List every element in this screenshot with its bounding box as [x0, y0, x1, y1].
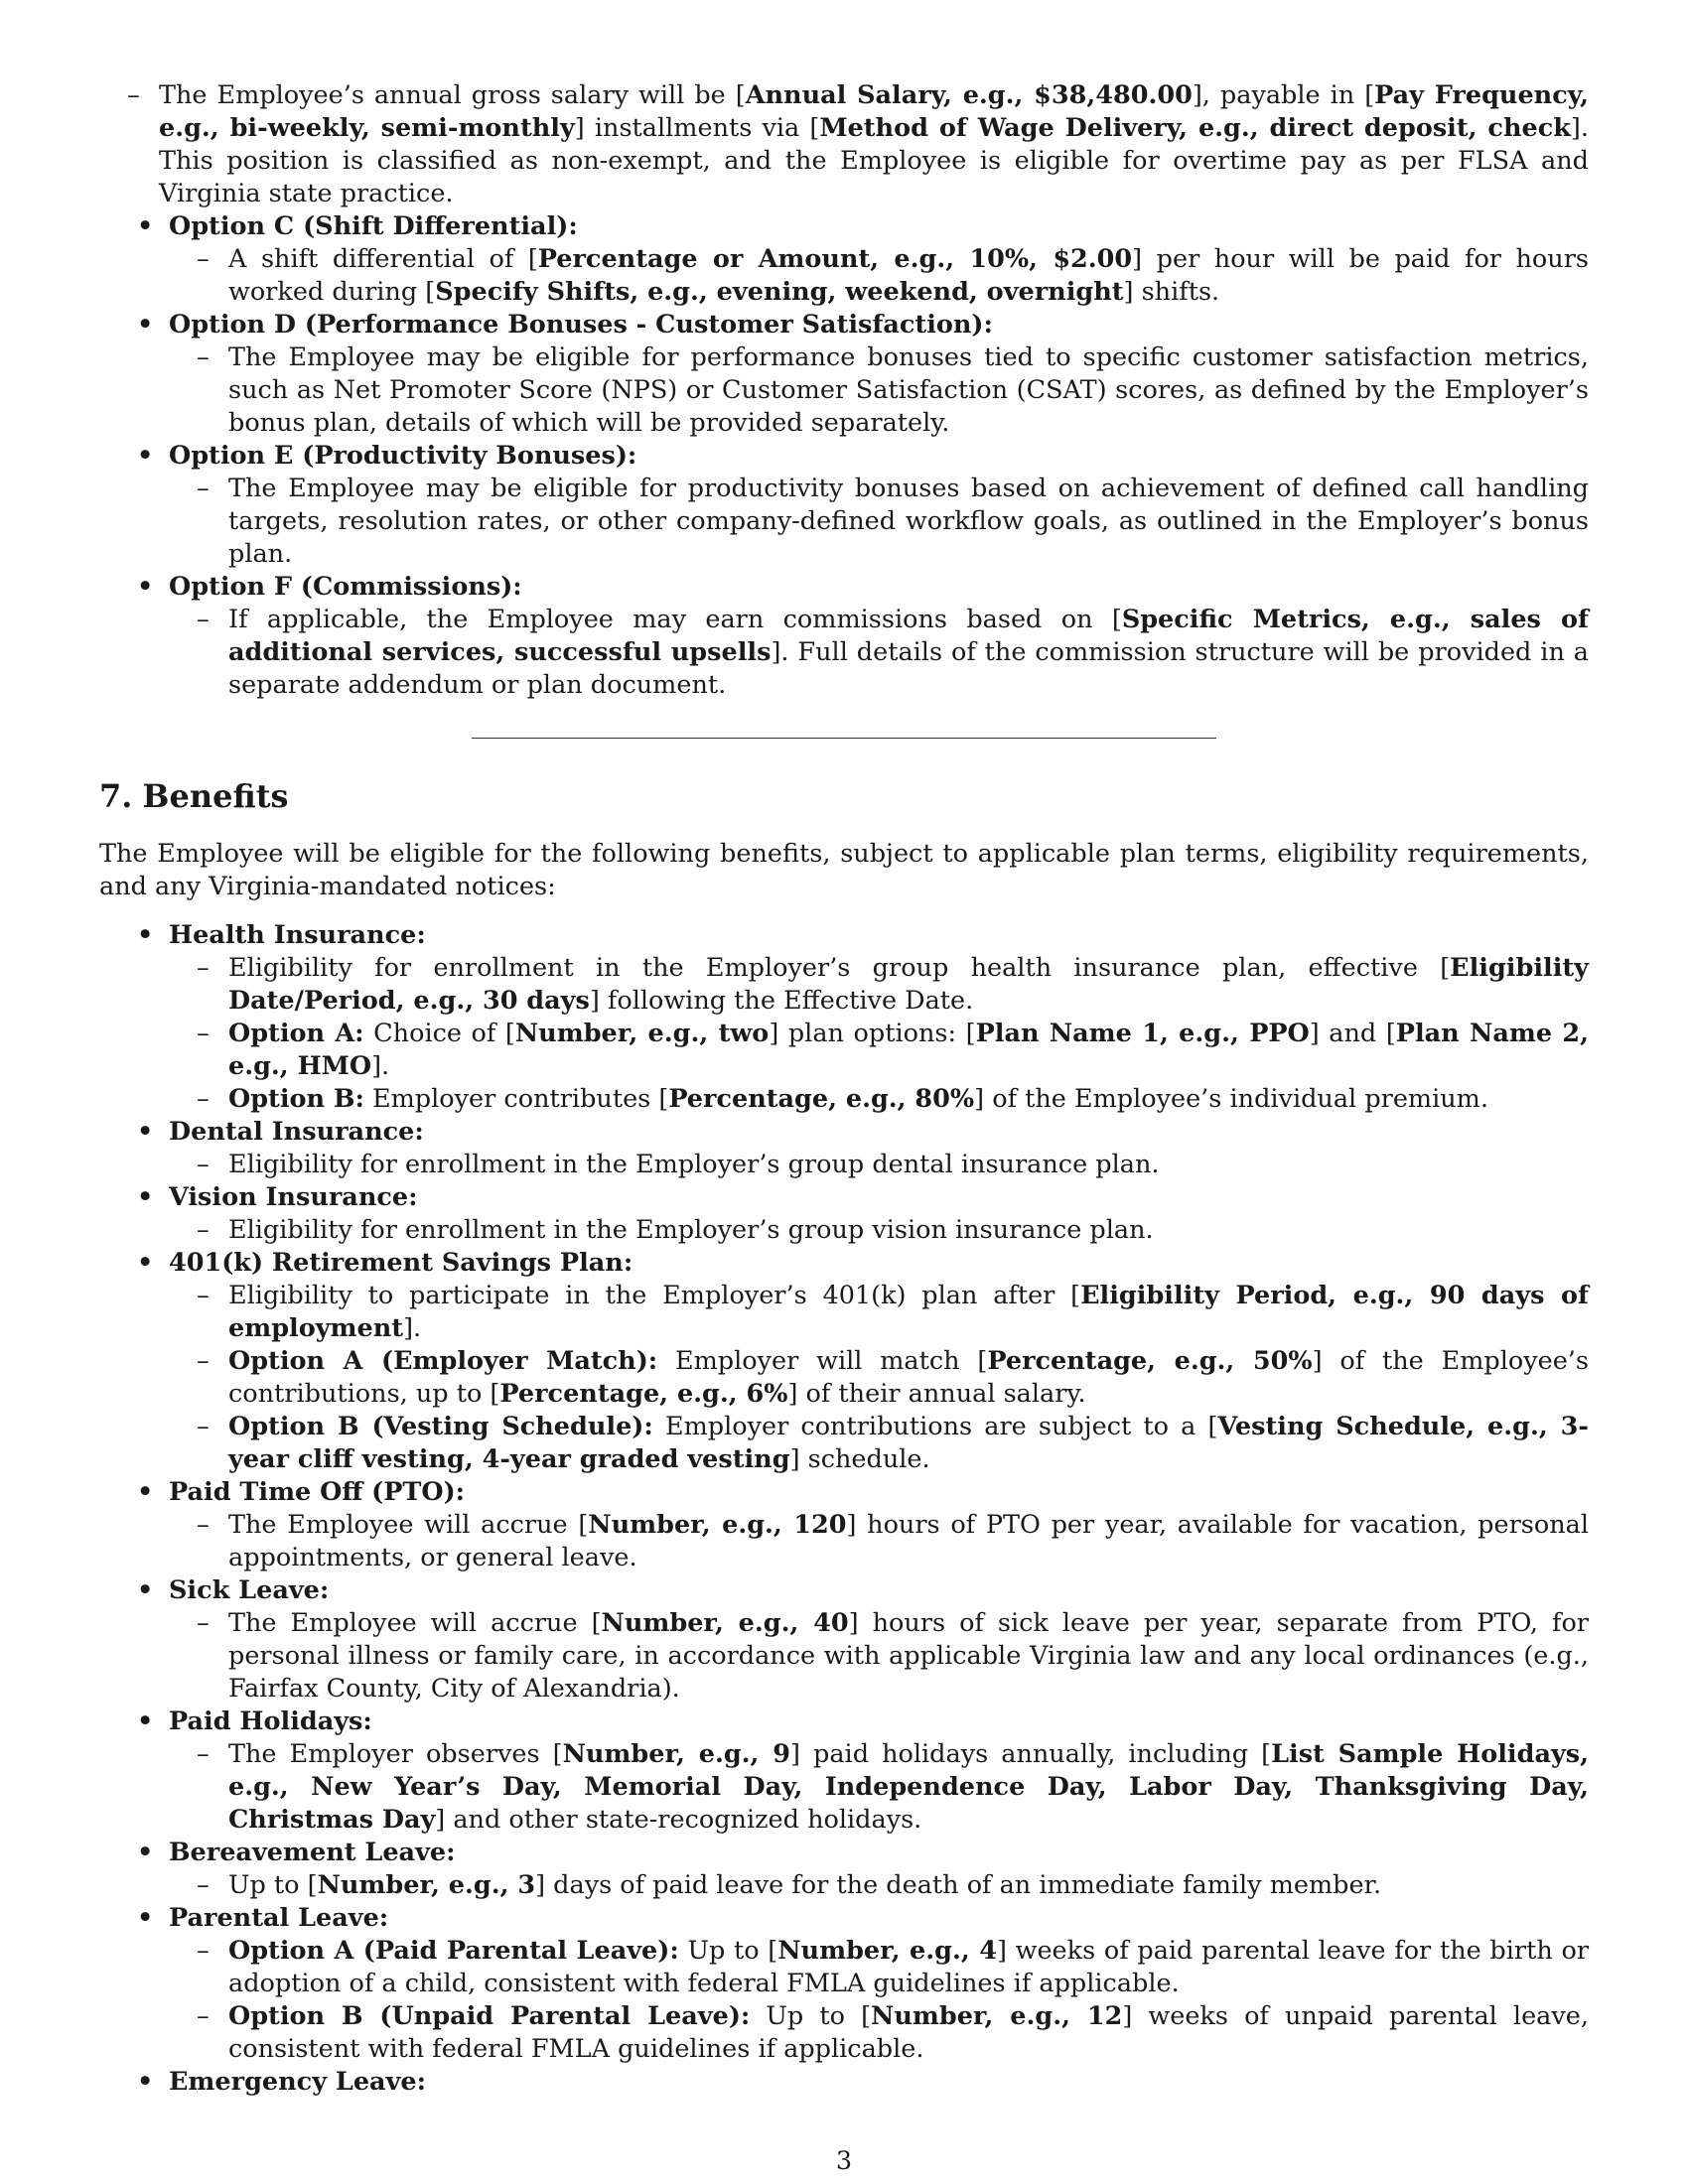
benefit-detail: [169, 1738, 1589, 1837]
benefit-detail: [169, 1280, 1589, 1345]
placeholder: Specific Metrics, e.g., sales of additional services, successful upsells: [228, 605, 1590, 667]
text: Eligibility for enrollment in the Employer’s group health insurance plan, effective [: [228, 953, 1451, 983]
option-label: Option A (Paid Parental Leave):: [228, 1936, 679, 1966]
bullet-marker: •: [137, 310, 154, 340]
salary-sub-list: [99, 79, 1589, 210]
text: The Employee may be eligible for productivity bonuses based on achievement of defined call handling targets, resolution rates, or other company-defined workflow goals, as outlined in the Employer’s bonus plan.: [228, 474, 1589, 569]
salary-item: [99, 79, 1589, 210]
bullet-marker: •: [137, 1903, 154, 1933]
benefits-intro: The Employee will be eligible for the following benefits, subject to applicable plan terms, eligibility requirements, and any Virginia-mandated notices:: [99, 839, 1589, 901]
compensation-options-list: [99, 210, 1589, 702]
benefit-detail: [169, 1509, 1589, 1574]
text: ], payable in [: [1192, 80, 1375, 110]
text: A shift differential of [: [228, 244, 538, 274]
benefit-sub-list: [169, 952, 1589, 1116]
placeholder: Plan Name 2, e.g., HMO: [228, 1019, 1590, 1081]
benefit-vision-insurance: [99, 1181, 1589, 1247]
dash-marker: –: [197, 2001, 210, 2031]
text: Up to [: [750, 2001, 872, 2031]
text: Eligibility for enrollment in the Employer’s group vision insurance plan.: [228, 1215, 1154, 1245]
benefit-detail: [169, 952, 1589, 1018]
text: ] plan options: [: [769, 1019, 976, 1048]
benefit-title: Health Insurance:: [169, 920, 426, 950]
text: ]. Full details of the commission structure will be provided in a separate addendum or plan document.: [228, 637, 1589, 700]
placeholder-annual-salary: Annual Salary, e.g., $38,480.00: [745, 80, 1193, 110]
dash-marker: –: [197, 1936, 210, 1966]
benefit-detail: [169, 1214, 1589, 1247]
option-sub-list: [169, 604, 1589, 702]
option-title: Option F (Commissions):: [169, 572, 522, 602]
benefit-sub-list: [169, 1214, 1589, 1247]
section-number: 7.: [99, 777, 133, 815]
bullet-marker: •: [137, 920, 154, 950]
option-label: Option B (Unpaid Parental Leave):: [228, 2001, 751, 2031]
placeholder: Plan Name 1, e.g., PPO: [975, 1019, 1310, 1048]
benefit-title: Bereavement Leave:: [169, 1838, 456, 1867]
option-title: Option C (Shift Differential):: [169, 211, 578, 241]
text: If applicable, the Employee may earn commissions based on [: [228, 605, 1122, 634]
text: Employer will match [: [657, 1346, 988, 1376]
placeholder: Number, e.g., 120: [588, 1510, 847, 1540]
benefit-pto: [99, 1476, 1589, 1574]
section-title: Benefits: [142, 777, 289, 815]
option-d-item: [99, 309, 1589, 440]
option-detail: [169, 604, 1589, 702]
text: ].: [371, 1051, 390, 1081]
text: ] days of paid leave for the death of an immediate family member.: [535, 1870, 1382, 1900]
benefit-bereavement-leave: [99, 1837, 1589, 1902]
placeholder: List Sample Holidays, e.g., New Year’s Day, Memorial Day, Independence Day, Labor Day, Thanksgiving Day, Christmas Day: [228, 1739, 1590, 1835]
option-label: Option A (Employer Match):: [228, 1346, 658, 1376]
dash-marker: –: [197, 1084, 210, 1114]
text: The Employee will accrue [: [228, 1510, 589, 1540]
bullet-marker: •: [137, 1575, 154, 1605]
text: ] and [: [1309, 1019, 1396, 1048]
option-detail: [169, 243, 1589, 309]
text: The Employee’s annual gross salary will be [: [159, 80, 746, 110]
bullet-marker: •: [137, 1248, 154, 1278]
dash-marker: –: [197, 1412, 210, 1441]
bullet-marker: •: [137, 2067, 154, 2097]
text: Up to [: [228, 1870, 318, 1900]
benefit-sub-list: [169, 1280, 1589, 1476]
benefit-detail: [169, 1345, 1589, 1411]
benefit-sub-list: [169, 1509, 1589, 1574]
benefit-title: Dental Insurance:: [169, 1117, 424, 1147]
benefit-title: Parental Leave:: [169, 1903, 389, 1933]
dash-marker: –: [197, 953, 210, 983]
bullet-marker: •: [137, 572, 154, 602]
page-number: 3: [835, 2146, 853, 2176]
placeholder-wage-delivery: Method of Wage Delivery, e.g., direct deposit, check: [819, 113, 1571, 143]
bullet-marker: •: [137, 211, 154, 241]
benefits-list: [99, 919, 1589, 2099]
bullet-marker: •: [137, 1838, 154, 1867]
option-title: Option E (Productivity Bonuses):: [169, 441, 637, 471]
text: ] following the Effective Date.: [589, 986, 974, 1016]
benefit-detail: [169, 1411, 1589, 1476]
benefit-title: Paid Holidays:: [169, 1706, 372, 1736]
placeholder: Number, e.g., two: [514, 1019, 770, 1048]
benefit-paid-holidays: [99, 1706, 1589, 1837]
placeholder: Vesting Schedule, e.g., 3-year cliff vesting, 4-year graded vesting: [228, 1412, 1589, 1474]
text: The Employer observes [: [228, 1739, 563, 1769]
benefit-title: Paid Time Off (PTO):: [169, 1477, 466, 1507]
text: ] paid holidays annually, including [: [790, 1739, 1272, 1769]
dash-marker: –: [197, 1150, 210, 1179]
bullet-marker: •: [137, 441, 154, 471]
option-title: Option D (Performance Bonuses - Customer Satisfaction):: [169, 310, 993, 340]
option-e-item: [99, 440, 1589, 571]
benefit-sub-list: [169, 1869, 1589, 1902]
text: The Employee may be eligible for performance bonuses tied to specific customer satisfaction metrics, such as Net Promoter Score (NPS) or Customer Satisfaction (CSAT) scores, as defined by the Employer’s bonus plan, details of which will be provided separately.: [228, 342, 1589, 438]
text: Choice of [: [363, 1019, 515, 1048]
bullet-marker: •: [137, 1477, 154, 1507]
benefit-detail: [169, 1869, 1589, 1902]
option-sub-list: [169, 473, 1589, 571]
dash-marker: –: [197, 605, 210, 634]
placeholder: Percentage or Amount, e.g., 10%, $2.00: [537, 244, 1133, 274]
placeholder: Number, e.g., 9: [562, 1739, 791, 1769]
text: ] per hour will be paid for hours worked during [: [228, 244, 1589, 307]
placeholder: Number, e.g., 12: [871, 2001, 1123, 2031]
placeholder: Percentage, e.g., 6%: [499, 1379, 788, 1409]
option-c-item: [99, 210, 1589, 309]
text: The Employee will accrue [: [228, 1608, 602, 1638]
option-label: Option B (Vesting Schedule):: [228, 1412, 653, 1441]
text: Eligibility for enrollment in the Employer’s group dental insurance plan.: [228, 1150, 1160, 1179]
placeholder: Percentage, e.g., 50%: [987, 1346, 1313, 1376]
text: ] hours of sick leave per year, separate from PTO, for personal illness or family care, in accordance with applicable Virginia law and any local ordinances (e.g., Fairfax County, City of Alexandria).: [228, 1608, 1589, 1704]
benefit-title: Sick Leave:: [169, 1575, 330, 1605]
placeholder: Specify Shifts, e.g., evening, weekend, overnight: [435, 277, 1124, 307]
text: Employer contributions are subject to a [: [652, 1412, 1218, 1441]
text: ] hours of PTO per year, available for vacation, personal appointments, or general leave.: [228, 1510, 1590, 1572]
benefit-dental-insurance: [99, 1116, 1589, 1181]
benefit-title: Vision Insurance:: [169, 1182, 418, 1212]
dash-marker: –: [197, 244, 210, 274]
dash-marker: –: [197, 1019, 210, 1048]
text: ] and other state-recognized holidays.: [435, 1805, 922, 1835]
text: ].: [403, 1313, 422, 1343]
dash-marker: –: [197, 1608, 210, 1638]
benefit-detail: [169, 1935, 1589, 2000]
option-detail: [169, 341, 1589, 440]
text: ] of their annual salary.: [787, 1379, 1086, 1409]
text: Eligibility to participate in the Employer’s 401(k) plan after [: [228, 1281, 1081, 1310]
benefit-sub-list: [169, 1607, 1589, 1706]
bullet-marker: •: [137, 1182, 154, 1212]
section-heading-benefits: [99, 776, 1589, 816]
benefit-sub-list: [169, 1935, 1589, 2066]
option-f-item: [99, 571, 1589, 702]
dash-marker: –: [197, 1870, 210, 1900]
benefit-detail: [169, 2000, 1589, 2066]
dash-marker: –: [197, 1510, 210, 1540]
dash-marker: –: [197, 1281, 210, 1310]
dash-marker: –: [197, 1215, 210, 1245]
benefit-health-insurance: [99, 919, 1589, 1116]
placeholder: Number, e.g., 40: [601, 1608, 849, 1638]
benefit-detail: [169, 1083, 1589, 1116]
bullet-marker: •: [137, 1706, 154, 1736]
benefit-title: 401(k) Retirement Savings Plan:: [169, 1248, 633, 1278]
benefit-parental-leave: [99, 1902, 1589, 2066]
dash-marker: –: [197, 1739, 210, 1769]
dash-marker: –: [197, 474, 210, 503]
option-label: Option A:: [228, 1019, 364, 1048]
placeholder: Number, e.g., 4: [777, 1936, 997, 1966]
text: Employer contributes [: [363, 1084, 669, 1114]
placeholder: Eligibility Period, e.g., 90 days of employment: [228, 1281, 1590, 1343]
bullet-marker: •: [137, 1117, 154, 1147]
text: ] of the Employee’s individual premium.: [974, 1084, 1488, 1114]
benefit-sub-list: [169, 1149, 1589, 1181]
text: ] schedule.: [789, 1444, 930, 1474]
placeholder: Number, e.g., 3: [317, 1870, 536, 1900]
benefit-emergency-leave: [99, 2066, 1589, 2099]
benefit-401k: [99, 1247, 1589, 1476]
placeholder: Eligibility Date/Period, e.g., 30 days: [228, 953, 1589, 1016]
benefit-sick-leave: [99, 1574, 1589, 1706]
option-sub-list: [169, 243, 1589, 309]
text: ] weeks of unpaid parental leave, consistent with federal FMLA guidelines if applicable.: [228, 2001, 1589, 2064]
option-detail: [169, 473, 1589, 571]
document-page: [99, 79, 1589, 2099]
text: ] of the Employee’s contributions, up to [: [228, 1346, 1589, 1409]
text: ] installments via [: [574, 113, 820, 143]
option-sub-list: [169, 341, 1589, 440]
text: Up to [: [678, 1936, 778, 1966]
benefit-sub-list: [169, 1738, 1589, 1837]
placeholder-pay-frequency: Pay Frequency, e.g., bi-weekly, semi-monthly: [159, 80, 1589, 143]
benefit-title: Emergency Leave:: [169, 2067, 427, 2097]
text: ] weeks of paid parental leave for the birth or adoption of a child, consistent with federal FMLA guidelines if applicable.: [228, 1936, 1590, 1998]
section-divider: [472, 738, 1216, 739]
dash-marker: –: [197, 342, 210, 372]
text: ] shifts.: [1123, 277, 1220, 307]
dash-marker: –: [197, 1346, 210, 1376]
option-label: Option B:: [228, 1084, 364, 1114]
dash-marker: –: [127, 80, 140, 110]
benefit-detail: [169, 1607, 1589, 1706]
text: ]. This position is classified as non-exempt, and the Employee is eligible for overtime pay as per FLSA and Virginia state practice.: [159, 113, 1589, 208]
benefit-detail: [169, 1018, 1589, 1083]
benefit-detail: [169, 1149, 1589, 1181]
placeholder: Percentage, e.g., 80%: [668, 1084, 975, 1114]
